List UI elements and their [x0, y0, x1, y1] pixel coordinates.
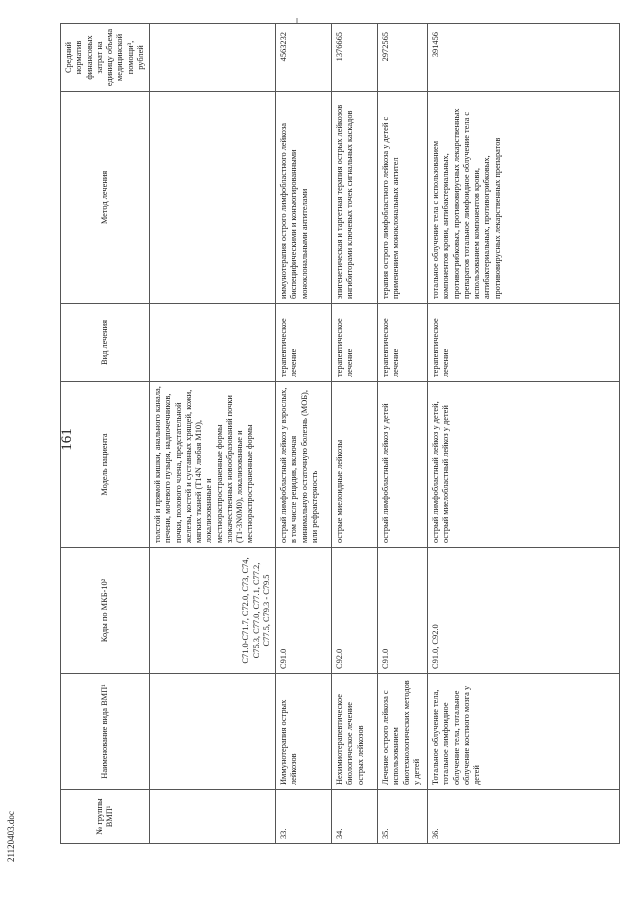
- cell-name: Лечение острого лейкоза с использованием биотехнологических методов у детей: [378, 674, 428, 790]
- cell-num: 35.: [378, 790, 428, 844]
- header-icd-codes: Коды по МКБ-10²: [61, 548, 150, 674]
- cell-codes: C71.0-C71.7, C72.0, C73, C74, C75.3, C77.0, C77.1, C77.2, C77.5, C79.3 - C79.5: [150, 548, 276, 674]
- table-row: [378, 24, 428, 844]
- table-row: [332, 24, 378, 844]
- cell-method: иммунотерапия острого лимфобластного лейкоза биспецифическими и конъюгированными моноклональными антителами: [276, 92, 332, 304]
- cell-model: острый лимфобластный лейкоз у детей: [378, 382, 428, 548]
- page-number: 161: [58, 428, 75, 451]
- cell-num: [150, 790, 276, 844]
- cell-type: [150, 304, 276, 382]
- cell-model: острые миелоидные лейкозы: [332, 382, 378, 548]
- cell-model: толстой и прямой кишки, анального канала, печени, мочевого пузыря, надпочечников, почки, полового члена, предстательной железы, костей и суставных хрящей, кожи, мягких тканей (T14N любая M10), локализованные и местнораспространенные формы злокачественных новообразований почки (T1-3N0M0), локализованные и местнораспространенные формы: [150, 382, 276, 548]
- cell-cost: 391456: [428, 24, 620, 92]
- cell-codes: C91.0, C92.0: [428, 548, 620, 674]
- vmp-table: [60, 23, 620, 844]
- cell-method: терапия острого лимфобластного лейкоза у детей с применением моноклональных антител: [378, 92, 428, 304]
- header-group-number: № группы ВМП¹: [61, 790, 150, 844]
- cell-method: эпигенетическая и таргетная терапия острых лейкозов ингибиторами ключевых точек сигнальных каскадов: [332, 92, 378, 304]
- cell-name: Нехимиотерапевтическое биологическое лечение острых лейкозов: [332, 674, 378, 790]
- cell-name: Иммунотерапия острых лейкозов: [276, 674, 332, 790]
- cell-type: терапевтическое лечение: [332, 304, 378, 382]
- cell-type: терапевтическое лечение: [428, 304, 620, 382]
- header-vmp-name: Наименование вида ВМП¹: [61, 674, 150, 790]
- cell-codes: C91.0: [378, 548, 428, 674]
- table-row: [428, 24, 620, 844]
- table-stage: [60, 24, 620, 844]
- cell-cost: [150, 24, 276, 92]
- cell-num: 33.: [276, 790, 332, 844]
- cell-name: [150, 674, 276, 790]
- cell-cost: 4563232: [276, 24, 332, 92]
- cell-codes: C92.0: [332, 548, 378, 674]
- header-treatment-type: Вид лечения: [61, 304, 150, 382]
- cell-method: тотальное облучение тела с использованием компонентов крови, антибактериальных, противогрибковых, противовирусных лекарственных препаратов тотальное лимфоидное облучение тела с использованием компонентов крови, антибактериальных, противогрибковых, противовирусных лекарственных препаратов: [428, 92, 620, 304]
- cell-num: 34.: [332, 790, 378, 844]
- header-treatment-method: Метод лечения: [61, 92, 150, 304]
- cell-codes: C91.0: [276, 548, 332, 674]
- cell-num: 36.: [428, 790, 620, 844]
- cell-type: терапевтическое лечение: [378, 304, 428, 382]
- cell-model: острый лимфобластный лейкоз у взрослых, в том числе рецидив, включая минимальную остаточную болезнь (МОБ), или рефрактерность: [276, 382, 332, 548]
- table-row-continuation: [150, 24, 276, 844]
- cell-cost: 1376665: [332, 24, 378, 92]
- header-cost-norm: Средний норматив финансовых затрат на единицу объема медицинской помощи³, рублей: [61, 24, 150, 92]
- table-row: [276, 24, 332, 844]
- cell-cost: 2972565: [378, 24, 428, 92]
- table-header-row: [61, 24, 150, 844]
- footer-filename: 21120403.doc: [6, 811, 16, 862]
- header-patient-model: Модель пациента: [61, 382, 150, 548]
- cell-method: [150, 92, 276, 304]
- cell-model: острый лимфобластный лейкоз у детей, острый миелобластный лейкоз у детей: [428, 382, 620, 548]
- cell-type: терапевтическое лечение: [276, 304, 332, 382]
- cell-name: Тотальное облучение тела, тотальное лимфоидное облучение тела, тотальное облучение костного мозга у детей: [428, 674, 620, 790]
